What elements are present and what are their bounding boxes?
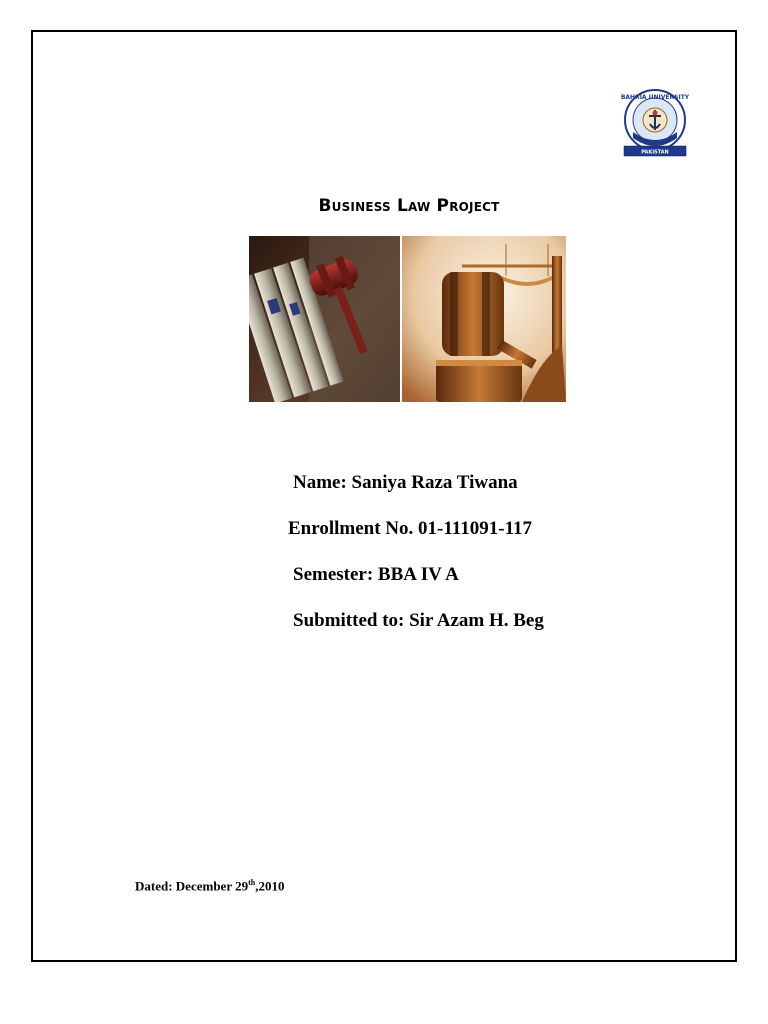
date-year: ,2010 xyxy=(255,878,285,894)
project-title: Business Law Project xyxy=(318,196,500,216)
gavel-scales-image xyxy=(402,236,566,402)
page-border xyxy=(31,30,737,962)
semester: Semester: BBA IV A xyxy=(293,564,459,585)
logo-ribbon-text: PAKISTAN xyxy=(641,149,669,156)
date-ordinal-suffix: th xyxy=(248,878,256,887)
logo-ring-text: BAHRIA UNIVERSITY xyxy=(620,94,690,101)
date-prefix: Dated: December 29 xyxy=(135,878,249,894)
submitted-to: Submitted to: Sir Azam H. Beg xyxy=(293,610,544,631)
submission-date xyxy=(135,878,284,894)
university-logo xyxy=(620,88,690,160)
enrollment-number: Enrollment No. 01-111091-117 xyxy=(288,518,533,539)
student-name: Name: Saniya Raza Tiwana xyxy=(293,472,518,493)
books-gavel-image xyxy=(249,236,400,402)
